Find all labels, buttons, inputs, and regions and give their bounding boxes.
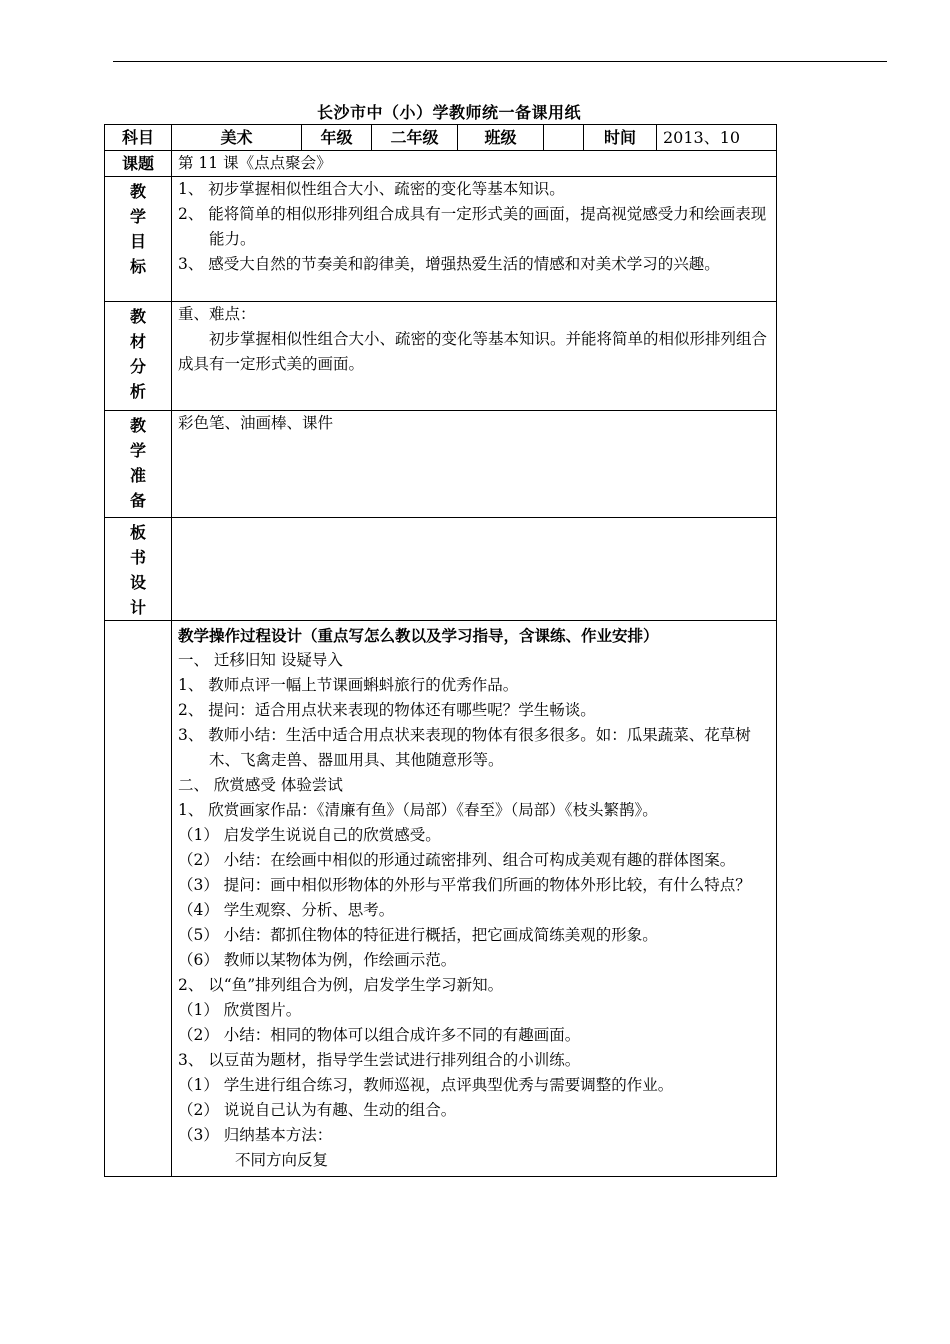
analysis-label-char: 材: [129, 332, 146, 351]
process-label: [105, 621, 172, 1177]
objectives-label-char: 教: [129, 182, 146, 201]
document-title: 长沙市中（小）学教师统一备课用纸: [316, 103, 581, 122]
time-label: 时间: [584, 125, 657, 151]
board-label-char: 计: [129, 598, 146, 617]
board-label: [105, 518, 172, 621]
preparation-content: 彩色笔、油画棒、课件: [172, 411, 777, 518]
analysis-label-char: 析: [129, 382, 146, 401]
class-value: [544, 125, 584, 151]
objective-item: 2、 能将简单的相似形排列组合成具有一定形式美的画面，提高视觉感受力和绘画表现能力。: [178, 205, 767, 248]
analysis-label: [105, 302, 172, 411]
process-row: [105, 621, 777, 1177]
preparation-label-char: 教: [129, 416, 146, 435]
objectives-content: [172, 177, 777, 302]
process-line: （5） 小结：都抓住物体的特征进行概括，把它画成简练美观的形象。: [178, 926, 658, 944]
lesson-plan-table: [104, 124, 777, 1177]
process-line: （2） 小结：相同的物体可以组合成许多不同的有趣画面。: [178, 1026, 581, 1044]
objectives-row: [105, 177, 777, 302]
process-line: 1、 欣赏画家作品：《清廉有鱼》（局部）《春至》（局部）《枝头繁鹊》。: [178, 801, 658, 819]
grade-value: 二年级: [372, 125, 458, 151]
board-label-char: 板: [129, 523, 146, 542]
preparation-row: [105, 411, 777, 518]
process-line: 二、 欣赏感受 体验尝试: [178, 776, 343, 794]
board-label-char: 设: [129, 573, 146, 592]
process-line: （2） 说说自己认为有趣、生动的组合。: [178, 1101, 457, 1119]
objectives-label-char: 目: [129, 232, 146, 251]
preparation-label-char: 学: [129, 441, 146, 460]
analysis-heading: 重、难点：: [178, 305, 256, 323]
analysis-text: 初步掌握相似性组合大小、疏密的变化等基本知识。并能将简单的相似形排列组合成具有一定形式美的画面。: [178, 330, 768, 373]
analysis-label-char: 分: [129, 357, 146, 376]
grade-label: 年级: [302, 125, 372, 151]
process-line: （4） 学生观察、分析、思考。: [178, 901, 395, 919]
analysis-label-char: 教: [129, 307, 146, 326]
process-line: 3、 教师小结：生活中适合用点状来表现的物体有很多很多。如：瓜果蔬菜、花草树木、飞禽走兽、器皿用具、其他随意形等。: [178, 726, 751, 769]
board-row: [105, 518, 777, 621]
objective-item: 1、 初步掌握相似性组合大小、疏密的变化等基本知识。: [178, 180, 565, 198]
board-content: [172, 518, 777, 621]
preparation-label-char: 准: [129, 466, 146, 485]
class-label: 班级: [458, 125, 544, 151]
process-line: （2） 小结：在绘画中相似的形通过疏密排列、组合可构成美观有趣的群体图案。: [178, 851, 736, 869]
time-value: 2013、10: [657, 125, 777, 151]
analysis-row: [105, 302, 777, 411]
preparation-label-char: 备: [129, 491, 146, 510]
subject-value: 美术: [172, 125, 302, 151]
board-label-char: 书: [129, 548, 146, 567]
lesson-label: 课题: [105, 151, 172, 177]
objectives-label-char: 学: [129, 207, 146, 226]
lesson-row: [105, 151, 777, 177]
process-line: 2、 以“鱼”排列组合为例，启发学生学习新知。: [178, 976, 504, 994]
header-row: [105, 125, 777, 151]
lesson-value: 第 11 课《点点聚会》: [172, 151, 777, 177]
preparation-label: [105, 411, 172, 518]
analysis-content: [172, 302, 777, 411]
objectives-label: [105, 177, 172, 302]
process-line: （3） 归纳基本方法：: [178, 1126, 333, 1144]
process-line: 3、 以豆苗为题材，指导学生尝试进行排列组合的小训练。: [178, 1051, 581, 1069]
process-line: （3） 提问：画中相似形物体的外形与平常我们所画的物体外形比较，有什么特点？: [178, 876, 751, 894]
process-lines: [178, 648, 770, 1173]
process-line: （6） 教师以某物体为例，作绘画示范。: [178, 951, 457, 969]
process-line: 1、 教师点评一幅上节课画蝌蚪旅行的优秀作品。: [178, 676, 519, 694]
process-line: 不同方向反复: [235, 1151, 329, 1169]
process-title: 教学操作过程设计（重点写怎么教以及学习指导，含课练、作业安排）: [178, 626, 659, 645]
process-line: （1） 学生进行组合练习，教师巡视，点评典型优秀与需要调整的作业。: [178, 1076, 674, 1094]
process-line: 一、 迁移旧知 设疑导入: [178, 651, 343, 669]
objective-item: 3、 感受大自然的节奏美和韵律美，增强热爱生活的情感和对美术学习的兴趣。: [178, 255, 720, 273]
process-line: （1） 欣赏图片。: [178, 1001, 302, 1019]
top-rule: [113, 61, 887, 62]
process-line: （1） 启发学生说说自己的欣赏感受。: [178, 826, 441, 844]
process-line: 2、 提问：适合用点状来表现的物体还有哪些呢？学生畅谈。: [178, 701, 596, 719]
subject-label: 科目: [105, 125, 172, 151]
objectives-label-char: 标: [129, 257, 146, 276]
process-content: [172, 621, 777, 1177]
